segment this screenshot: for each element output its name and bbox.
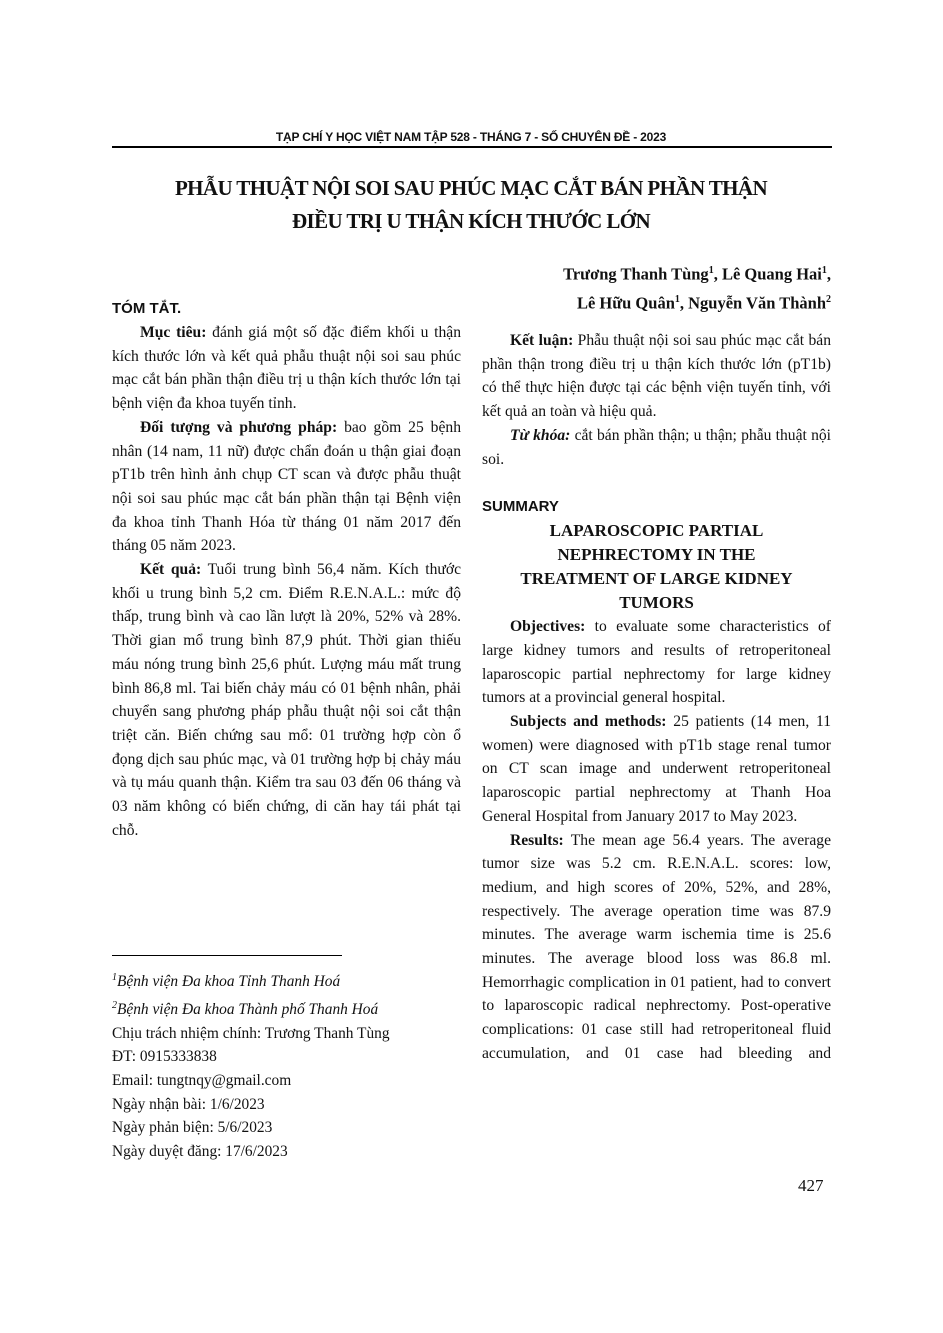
title-line: ĐIỀU TRỊ U THẬN KÍCH THƯỚC LỚN — [291, 209, 651, 233]
article-title — [112, 172, 830, 238]
date-accepted: Ngày duyệt đăng: 17/6/2023 — [112, 1143, 288, 1161]
affil-mark: 2 — [826, 293, 831, 305]
paragraph — [112, 558, 461, 842]
phone: ĐT: 0915333838 — [112, 1048, 217, 1066]
paragraph — [482, 710, 831, 829]
header-rule — [112, 146, 832, 148]
date-received: Ngày nhận bài: 1/6/2023 — [112, 1095, 265, 1113]
author: Nguyễn Văn Thành — [688, 293, 826, 312]
paragraph — [112, 321, 461, 416]
section-heading: SUMMARY — [482, 498, 559, 516]
authors: Trương Thanh Tùng$^1$, Lê Quang Hai$^1$, Lê Hữu Quân$^1$, Nguyễn Văn Thành$^2$ — [563, 264, 831, 312]
affiliation: Bệnh viện Đa khoa Thành phố Thanh Hoá — [117, 1000, 379, 1018]
date-reviewed: Ngày phản biện: 5/6/2023 — [112, 1119, 273, 1137]
para-text: Phẫu thuật nội soi sau phúc mạc cắt bán phần thận trong điều trị u thận kích thước lớn (pT1b) có thể thực hiện được tại các bệnh viện tuyến tỉnh, với kết quả an toàn và hiệu quả. — [482, 332, 831, 421]
author: Lê Quang Hai — [721, 264, 822, 284]
english-title — [482, 519, 831, 615]
footnotes: $^1$Bệnh viện Đa khoa Tỉnh Thanh Hoá $^2$Bệnh viện Đa khoa Thành phố Thanh Hoá Chịu trách nhiệm chính: Trương Thanh Tùng ĐT: 0915333838 Email: tungtnqy@gmail.com Ngày nhận bài: 1/6/2023 Ngày phản biện: 5/6/2023 Ngày duyệt đăng: 17/6/2023 — [112, 966, 390, 1164]
author: Lê Hữu Quân — [576, 293, 675, 312]
abstract-vietnamese — [112, 297, 461, 842]
para-text: Tuổi trung bình 56,4 năm. Kích thước khối u trung bình 5,2 cm. Điểm R.E.N.A.L.: mức độ thấp, trung bình và cao lần lượt là 20%, 52% và 28%. Thời gian mổ trung bình 87,9 phút. Thời gian thiếu máu nóng trung bình 25,6 phút. Lượng máu mất trung bình 86,8 ml. Tai biến chảy máu có 01 bệnh nhân, phải chuyển sang phương pháp phẫu thuật nội soi cắt thận triệt căn. Biến chứng sau mổ: 01 trường hợp còn ổ đọng dịch sau phúc mạc, và 01 trường hợp bị chảy máu và tụ máu quanh thận. Kiểm tra sau 03 đến 06 tháng và 03 năm không có biến chứng, di căn hay tái phát tại chỗ. — [112, 561, 461, 839]
abstract-right-column — [482, 329, 831, 1066]
para-label: Results: — [510, 831, 564, 849]
title-line: LAPAROSCOPIC PARTIAL — [549, 521, 764, 541]
affiliation: Bệnh viện Đa khoa Tỉnh Thanh Hoá — [117, 973, 341, 991]
para-label: Subjects and methods: — [510, 713, 667, 731]
footnote-rule — [112, 955, 342, 956]
journal-header: TẠP CHÍ Y HỌC VIỆT NAM TẬP 528 - THÁNG 7 - SỐ CHUYÊN ĐỀ - 2023 — [275, 130, 667, 144]
author: Trương Thanh Tùng — [563, 264, 709, 284]
corresponding-author: Chịu trách nhiệm chính: Trương Thanh Tùng — [112, 1024, 390, 1042]
title-line: TREATMENT OF LARGE KIDNEY — [520, 569, 793, 589]
paragraph — [482, 615, 831, 710]
para-label: Kết luận: — [510, 332, 574, 349]
para-text: 25 patients (14 men, 11 women) were diagnosed with pT1b stage renal tumor on CT scan image and underwent retroperitoneal laparoscopic partial nephrectomy at Thanh Hoa General Hospital from January 2017 to May 2023. — [482, 713, 832, 825]
keywords-label: Từ khóa: — [510, 426, 571, 444]
email: Email: tungtnqy@gmail.com — [112, 1072, 292, 1090]
affil-mark: 1 — [821, 265, 827, 276]
section-heading: TÓM TẮT. — [112, 300, 182, 317]
title-line: PHẪU THUẬT NỘI SOI SAU PHÚC MẠC CẮT BÁN PHẦN THẬN — [174, 176, 768, 200]
affil-mark: 1 — [708, 265, 714, 276]
para-label: Mục tiêu: — [140, 324, 207, 341]
title-line: TUMORS — [619, 593, 694, 613]
para-label: Đối tượng và phương pháp: — [140, 418, 338, 436]
para-text: bao gồm 25 bệnh nhân (14 nam, 11 nữ) được chẩn đoán u thận giai đoạn pT1b trên hình ảnh chụp CT scan và được phẫu thuật nội soi sau phúc mạc cắt bán phần thận tại Bệnh viện đa khoa tỉnh Thanh Hóa từ tháng 01 năm 2017 đến tháng 05 năm 2023. — [112, 418, 461, 555]
para-text: The mean age 56.4 years. The average tumor size was 5.2 cm. R.E.N.A.L. scores: low, medium, and high scores of 20%, 52%, and 28%, respectively. The average operation time was 87.9 minutes. The average warm ischemia time is 25.6 minutes. The average blood loss was 86.8 ml. Hemorrhagic complication in 01 patient, had to convert to laparoscopic radical nephrectomy. Post-operative complications: 01 case still had retroperitoneal fluid accumulation, and 01 case had bleeding and — [482, 831, 831, 1062]
paragraph — [112, 416, 461, 558]
para-label: Objectives: — [510, 618, 586, 636]
paragraph — [482, 329, 831, 424]
title-line: NEPHRECTOMY IN THE — [557, 545, 756, 565]
keywords-text: cắt bán phần thận; u thận; phẫu thuật nội soi. — [482, 426, 831, 468]
page-number: 427 — [798, 1176, 824, 1195]
para-text: đánh giá một số đặc điểm khối u thận kích thước lớn và kết quả phẫu thuật nội soi sau phúc mạc cắt bán phần thận điều trị u thận kích thước lớn tại bệnh viện đa khoa tuyến tỉnh. — [112, 324, 461, 413]
para-label: Kết quả: — [140, 561, 202, 579]
paragraph — [482, 424, 831, 471]
para-text: to evaluate some characteristics of large kidney tumors and results of retroperitoneal laparoscopic partial nephrectomy for large kidney tumors at a provincial general hospital. — [482, 618, 831, 707]
affil-mark: 1 — [674, 293, 680, 305]
paragraph — [482, 829, 831, 1066]
